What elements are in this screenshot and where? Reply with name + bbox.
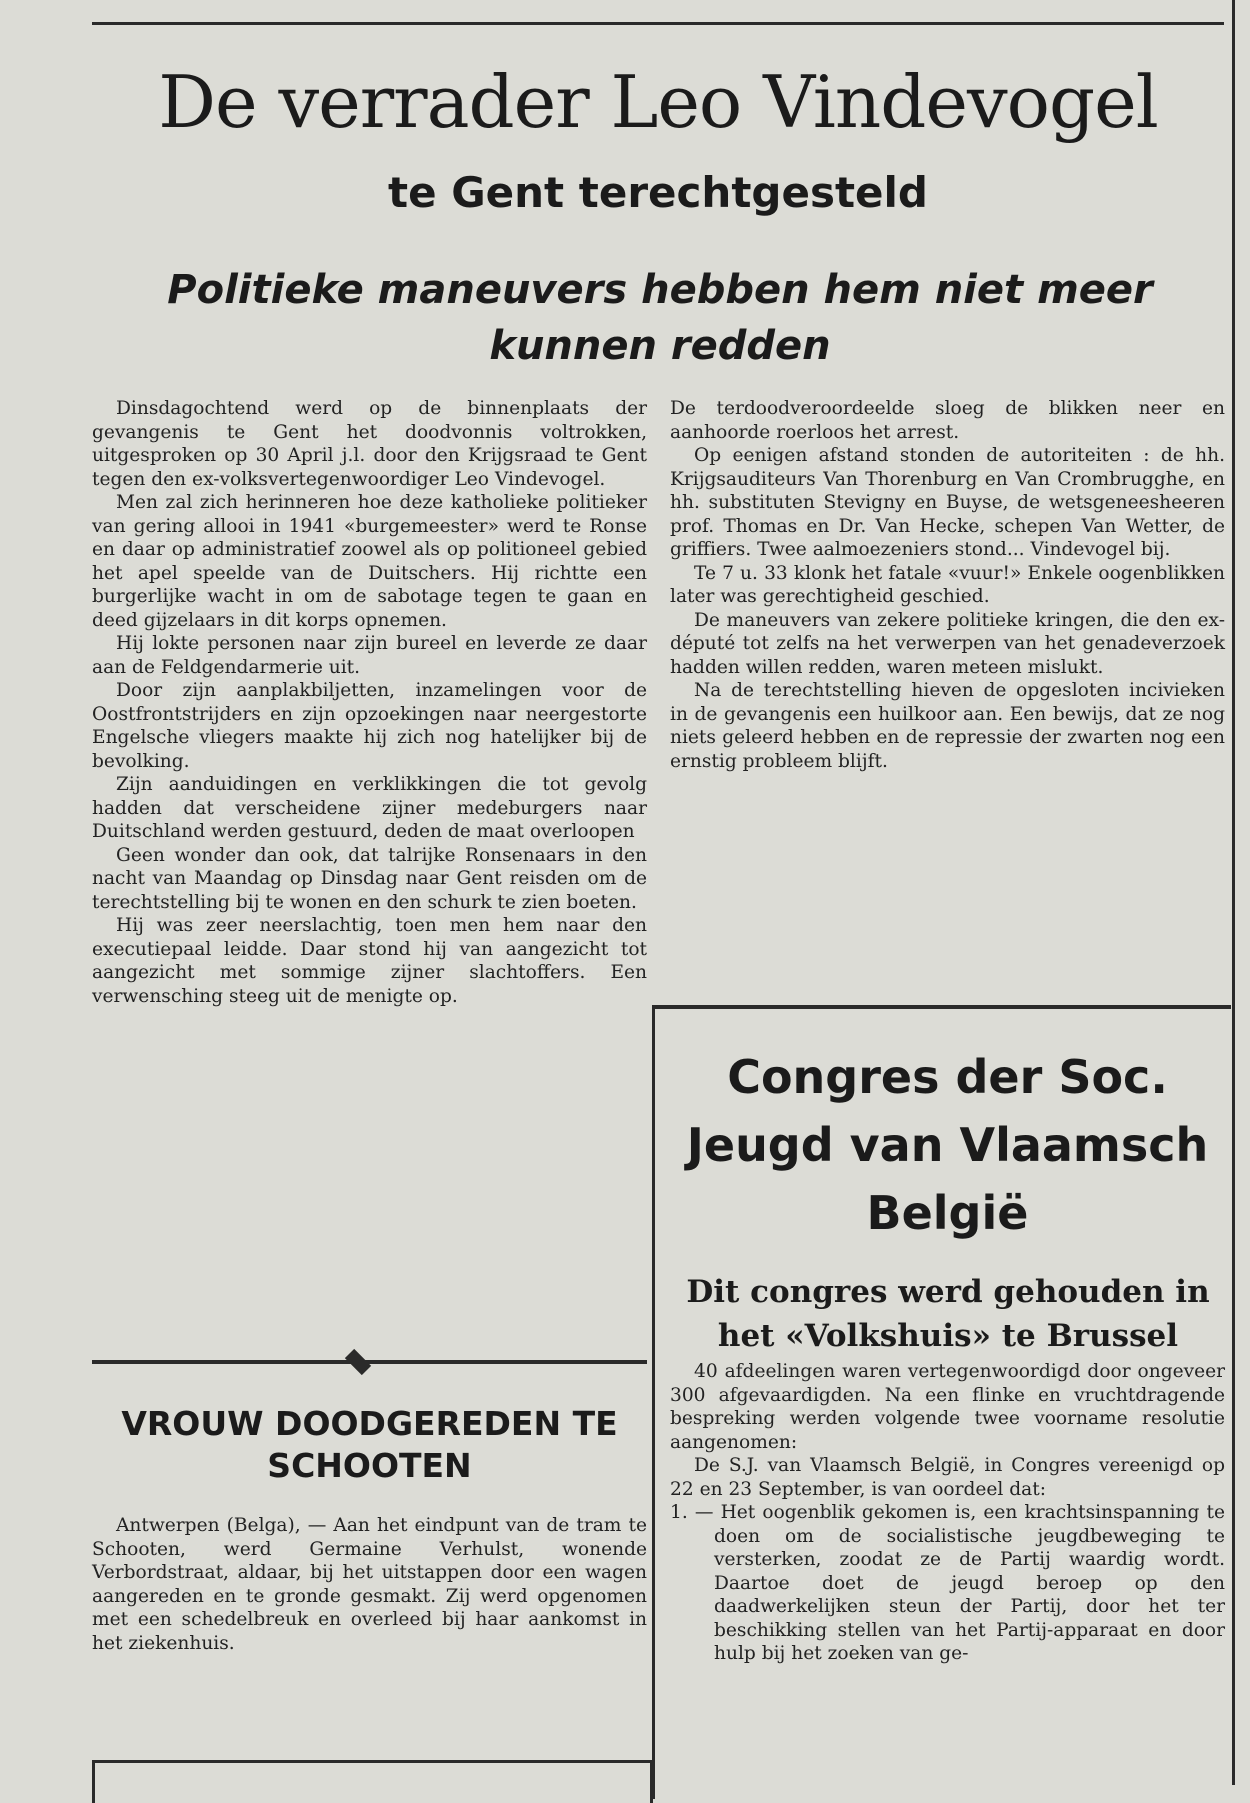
article3-subheadline: Dit congres werd gehouden in het «Volkshuis» te Brussel xyxy=(686,1274,1210,1354)
article2-body xyxy=(92,1514,647,1655)
paragraph: Op eenigen afstand stonden de autoriteiten : de hh. Krijgsauditeurs Van Thorenburg en Van Crombrugghe, en hh. substituten Stevigny en Buyse, de wetsgeneesheeren prof. Thomas en Dr. Van Hecke, schepen Van Wetter, de griffiers. Twee aalmoezeniers stond... Vindevogel bij. xyxy=(670,445,1225,560)
paragraph: Antwerpen (Belga), — Aan het eindpunt van de tram te Schooten, werd Germaine Verhulst, wonende Verbordstraat, aldaar, bij het uitstappen door een wagen aangereden en te gronde gesmakt. Zij werd opgenomen met een schedelbreuk en overleed bij haar aankomst in het ziekenhuis. xyxy=(92,1515,647,1654)
divider-ornament-icon xyxy=(345,1349,371,1375)
article3-headline: Congres der Soc. Jeugd van Vlaamsch België xyxy=(686,1050,1209,1240)
paragraph: Na de terechtstelling hieven de opgesloten incivieken in de gevangenis een huilkoor aan. Een bewijs, dat ze nog niets geleerd hebben en de repressie der zwarten nog een ernstig probleem blijft. xyxy=(670,680,1225,772)
paragraph: Hij lokte personen naar zijn bureel en leverde ze daar aan de Feldgendarmerie uit. xyxy=(92,633,647,678)
paragraph: 40 afdeelingen waren vertegenwoordigd door ongeveer 300 afgevaardigden. Na een flinke en vruchtdragende bespreking werden volgende twee voorname resolutie aangenomen: xyxy=(670,1361,1225,1453)
next-article-frame xyxy=(92,1760,653,1803)
paragraph: Men zal zich herinneren hoe deze katholieke politieker van gering allooi in 1941 «burgemeester» werd te Ronse en daar op administratief zoowel als op politioneel gebied het apel speelde van de Duitschers. Hij richtte een burgerlijke wacht in om de sabotage tegen te gaan en deed gijzelaars in dit korps opnemen. xyxy=(92,492,647,631)
column-rule-right xyxy=(1232,0,1235,1785)
paragraph: Zijn aanduidingen en verklikkingen die tot gevolg hadden dat verscheidene zijner medeburgers naar Duitschland werden gestuurd, deden de maat overloopen xyxy=(92,774,647,842)
subheadline-italic: Politieke maneuvers hebben hem niet meer kunnen redden xyxy=(167,267,1153,369)
paragraph: Dinsdagochtend werd op de binnenplaats der gevangenis te Gent het doodvonnis voltrokken, uitgesproken op 30 April j.l. door den Krijgsraad te Gent tegen den ex-volksvertegenwoordiger Leo Vindevogel. xyxy=(92,398,647,490)
headline-main: De verrader Leo Vindevogel xyxy=(158,60,1158,144)
paragraph: De maneuvers van zekere politieke kringen, die den ex-député tot zelfs na het verwerpen van het genadeverzoek hadden willen redden, waren meteen mislukt. xyxy=(670,609,1225,678)
paragraph: Door zijn aanplakbiljetten, inzamelingen voor de Oostfrontstrijders en zijn opzoekingen naar neergestorte Engelsche vliegers maakte hij zich nog hatelijker bij de bevolking. xyxy=(92,680,647,772)
paragraph: De terdoodveroordeelde sloeg de blikken neer en aanhoorde roerloos het arrest. xyxy=(670,398,1225,443)
article-right-column xyxy=(670,397,1225,773)
article2-headline: VROUW DOODGEREDEN TE SCHOOTEN xyxy=(121,1404,618,1485)
article-left-column xyxy=(92,397,647,1008)
article3-body xyxy=(670,1360,1225,1666)
paragraph: Geen wonder dan ook, dat talrijke Ronsenaars in den nacht van Maandag op Dinsdag naar Gent reisden om de terechtstelling bij te wonen en den schurk te zien boeten. xyxy=(92,844,647,913)
paragraph: Te 7 u. 33 klonk het fatale «vuur!» Enkele oogenblikken later was gerechtigheid geschied. xyxy=(670,562,1225,607)
resolution-item: 1. — Het oogenblik gekomen is, een krachtsinspanning te doen om de socialistische jeugdbeweging te versterken, zoodat ze de Partij waardig wordt. Daartoe doet de jeugd beroep op den daadwerkelijken steun der Partij, door het ter beschikking stellen van het Partij-apparaat en door hulp bij het zoeken van ge- xyxy=(670,1502,1225,1664)
paragraph: Hij was zeer neerslachtig, toen men hem naar den executiepaal leidde. Daar stond hij van aangezicht tot aangezicht met sommige zijner slachtoffers. Een verwensching steeg uit de menigte op. xyxy=(92,915,647,1007)
subheadline: te Gent terechtgesteld xyxy=(388,168,928,217)
paragraph: De S.J. van Vlaamsch België, in Congres vereenigd op 22 en 23 September, is van oordeel dat: xyxy=(670,1455,1225,1500)
top-rule xyxy=(92,22,1224,25)
